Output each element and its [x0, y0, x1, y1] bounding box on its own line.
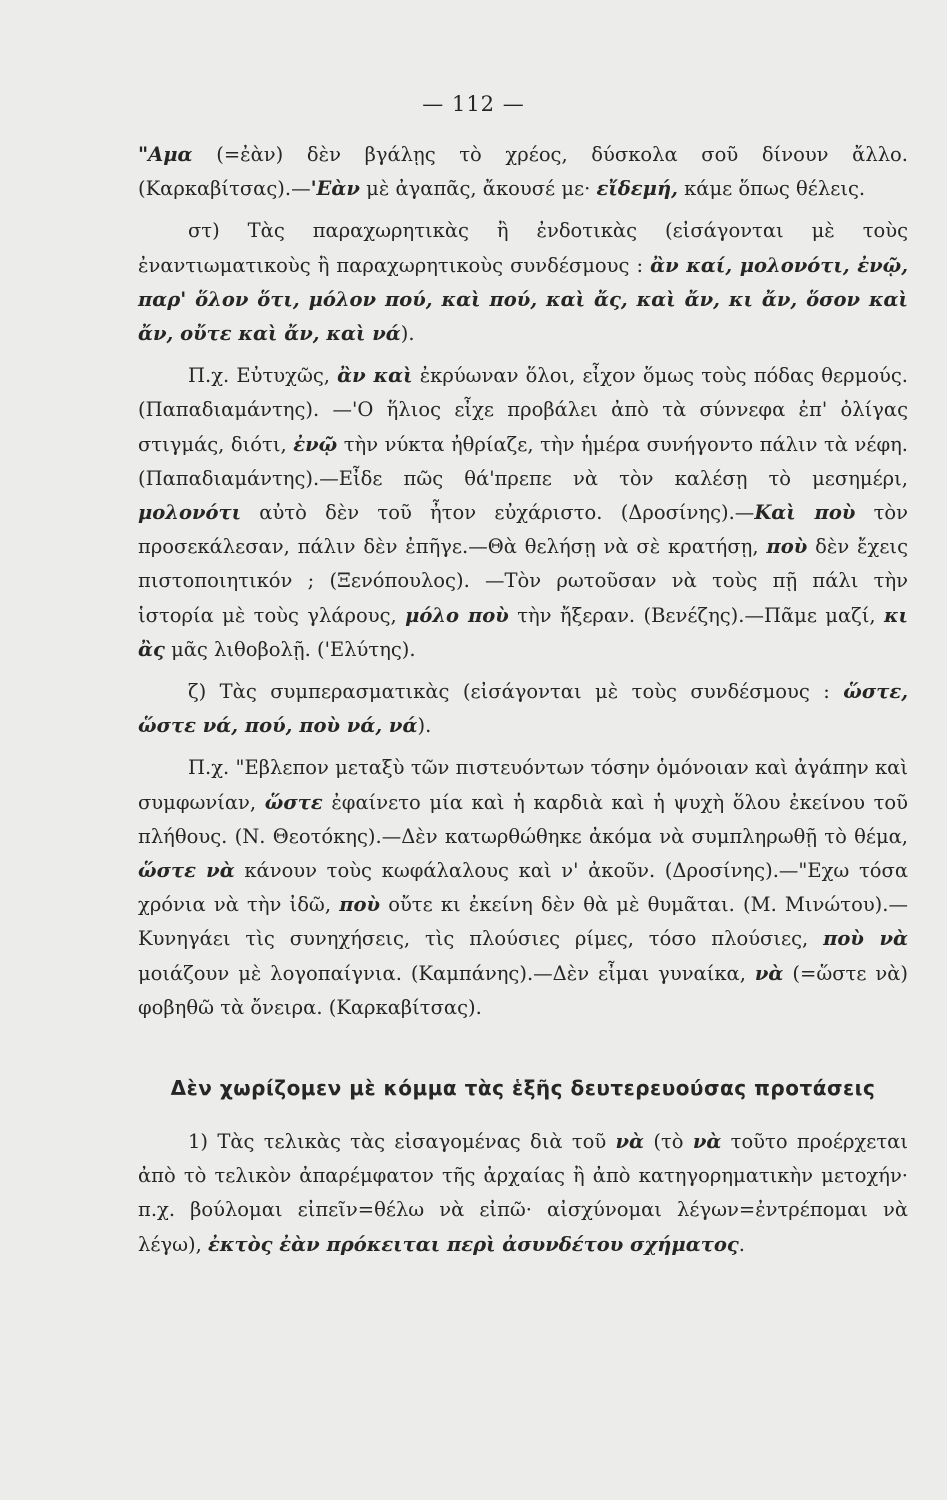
emphasized-text: ποὺ νὰ — [823, 927, 908, 951]
body-text-run: ἐφαίνετο μία καὶ ἡ καρδιὰ καὶ ἡ ψυχὴ ὅλου ἐκείνου τοῦ πλήθους. (Ν. Θεοτόκης).—Δὲν κατωρθώθηκε ἀκόμα νὰ συμπληρωθῇ τὸ θέμα, — [138, 790, 908, 848]
emphasized-text: νὰ — [615, 1130, 645, 1154]
body-text-run: (τὸ — [644, 1130, 693, 1154]
emphasized-text: ὥστε νὰ — [138, 859, 235, 883]
body-text-run: Π.χ. "Εβλεπον μεταξὺ τῶν πιστευόντων τόσην ὁμόνοιαν καὶ ἀγάπην καὶ συμφωνίαν, — [138, 756, 908, 814]
body-text-run: οὔτε κι ἐκείνη δὲν θὰ μὲ θυμᾶται. (Μ. Μινώτου).—Κυνηγάει τὶς συνηχήσεις, τὶς πλούσιες ρίμες, τόσο πλούσιες, — [138, 893, 908, 951]
body-text-run: τὸν προσεκάλεσαν, πάλιν δὲν ἐπῆγε.—Θὰ θελήσῃ νὰ σὲ κρατήσῃ, — [138, 501, 908, 559]
body-text-run: τοῦτο προέρχεται ἀπὸ τὸ τελικὸν ἀπαρέμφατον τῆς ἀρχαίας ἢ ἀπὸ κατηγορηματικὴν μετοχήν· π.χ. βούλομαι εἰπεῖν=θέλω νὰ εἰπῶ· αἰσχύνομαι λέγων=ἐντρέπομαι νὰ λέγω), — [138, 1130, 908, 1256]
emphasized-text: ἐνῷ — [293, 432, 338, 456]
body-text-run: ). — [400, 322, 415, 346]
emphasized-text: ἂν καί, μολονότι, ἐνῷ, παρ' ὅλον ὅτι, μόλον πού, καὶ πού, καὶ ἄς, καὶ ἄν, κι ἄν, ὅσον καὶ ἄν, οὔτε καὶ ἄν, καὶ νά — [138, 253, 908, 346]
emphasized-text: κι ἂς — [138, 603, 908, 661]
emphasized-text: νὰ — [692, 1130, 722, 1154]
paragraph-p3 — [138, 359, 908, 667]
section-heading: Δὲν χωρίζομεν μὲ κόμμα τὰς ἑξῆς δευτερευούσας προτάσεις — [170, 1076, 876, 1101]
paragraphs-before-heading — [138, 138, 908, 1025]
body-text-run: 1) Τὰς τελικὰς τὰς εἰσαγομένας διὰ τοῦ — [188, 1130, 616, 1154]
body-text-run: ). — [417, 714, 432, 738]
body-text-run: στ) Τὰς παραχωρητικὰς ἢ ἐνδοτικὰς (εἰσάγονται μὲ τοὺς ἐναντιωματικοὺς ἢ παραχωρητικοὺς συνδέσμους : — [138, 219, 908, 277]
emphasized-text: μολονότι — [138, 501, 242, 525]
page-number: — 112 — — [422, 92, 525, 116]
paragraph-p2 — [138, 214, 908, 351]
page-body — [138, 138, 908, 1270]
body-text-run: τὴν ἤξεραν. (Βενέζης).—Πᾶμε μαζί, — [508, 603, 884, 627]
paragraph-p4 — [138, 675, 908, 743]
emphasized-text: ὥστε, ὥστε νά, πού, ποὺ νά, νά — [138, 680, 908, 738]
emphasized-text: "Αμα — [138, 143, 193, 166]
body-text-run: τὴν νύκτα ἠθρίαζε, τὴν ἡμέρα συνήγοντο πάλιν τὰ νέφη. (Παπαδιαμάντης).—Εἶδε πῶς θά'πρεπε νὰ τὸν καλέσῃ τὸ μεσημέρι, — [138, 432, 909, 490]
paragraph-p1 — [138, 138, 908, 206]
body-text-run: αὐτὸ δὲν τοῦ ἦτον εὐχάριστο. (Δροσίνης).— — [241, 501, 755, 525]
body-text-run: Π.χ. Εὐτυχῶς, — [188, 364, 338, 388]
emphasized-text: 'Εὰν — [310, 177, 360, 201]
paragraphs-after-heading — [138, 1125, 908, 1262]
body-text-run: κάμε ὅπως θέλεις. — [677, 177, 866, 201]
emphasized-text: ποὺ — [766, 535, 808, 559]
emphasized-text: εἴδεμή, — [596, 177, 678, 201]
emphasized-text: ἐκτὸς ἐὰν πρόκειται περὶ ἀσυνδέτου σχήματος — [208, 1232, 739, 1256]
body-text-run: ζ) Τὰς συμπερασματικὰς (εἰσάγονται μὲ τοὺς συνδέσμους : — [188, 680, 844, 704]
body-text-run: μοιάζουν μὲ λογοπαίγνια. (Καμπάνης).—Δὲν εἶμαι γυναίκα, — [138, 961, 755, 985]
body-text-run: . — [738, 1232, 745, 1256]
emphasized-text: μόλο ποὺ — [405, 603, 509, 627]
body-text-run: δὲν ἔχεις πιστοποιητικόν ; (Ξενόπουλος). —Τὸν ρωτοῦσαν νὰ τοὺς πῇ πάλι τὴν ἱστορία μὲ τοὺς γλάρους, — [138, 535, 908, 627]
emphasized-text: ἂν καὶ — [337, 364, 413, 388]
paragraph-p5 — [138, 751, 908, 1025]
body-text-run: (=ὥστε νὰ) φοβηθῶ τὰ ὄνειρα. (Καρκαβίτσας). — [138, 961, 909, 1019]
body-text-run: ἐκρύωναν ὅλοι, εἶχον ὅμως τοὺς πόδας θερμούς. (Παπαδιαμάντης). —'Ο ἥλιος εἶχε προβάλει ἀπὸ τὰ σύννεφα ἐπ' ὀλίγας στιγμάς, διότι, — [138, 364, 908, 456]
emphasized-text: ποὺ — [339, 893, 381, 917]
paragraph-p6 — [138, 1125, 908, 1262]
emphasized-text: νὰ — [754, 961, 784, 985]
body-text-run: κάνουν τοὺς κωφάλαλους καὶ ν' ἀκοῦν. (Δροσίνης).—"Εχω τόσα χρόνια νὰ τὴν ἰδῶ, — [138, 859, 908, 917]
body-text-run: (=ἐὰν) δὲν βγάλῃς τὸ χρέος, δύσκολα σοῦ δίνουν ἄλλο. (Καρκαβίτσας).— — [138, 143, 908, 201]
emphasized-text: ὥστε — [264, 790, 323, 814]
body-text-run: μὲ ἀγαπᾶς, ἄκουσέ με· — [359, 177, 597, 201]
emphasized-text: Καὶ ποὺ — [754, 501, 856, 525]
body-text-run: μᾶς λιθοβολῇ. ('Ελύτης). — [164, 637, 416, 661]
